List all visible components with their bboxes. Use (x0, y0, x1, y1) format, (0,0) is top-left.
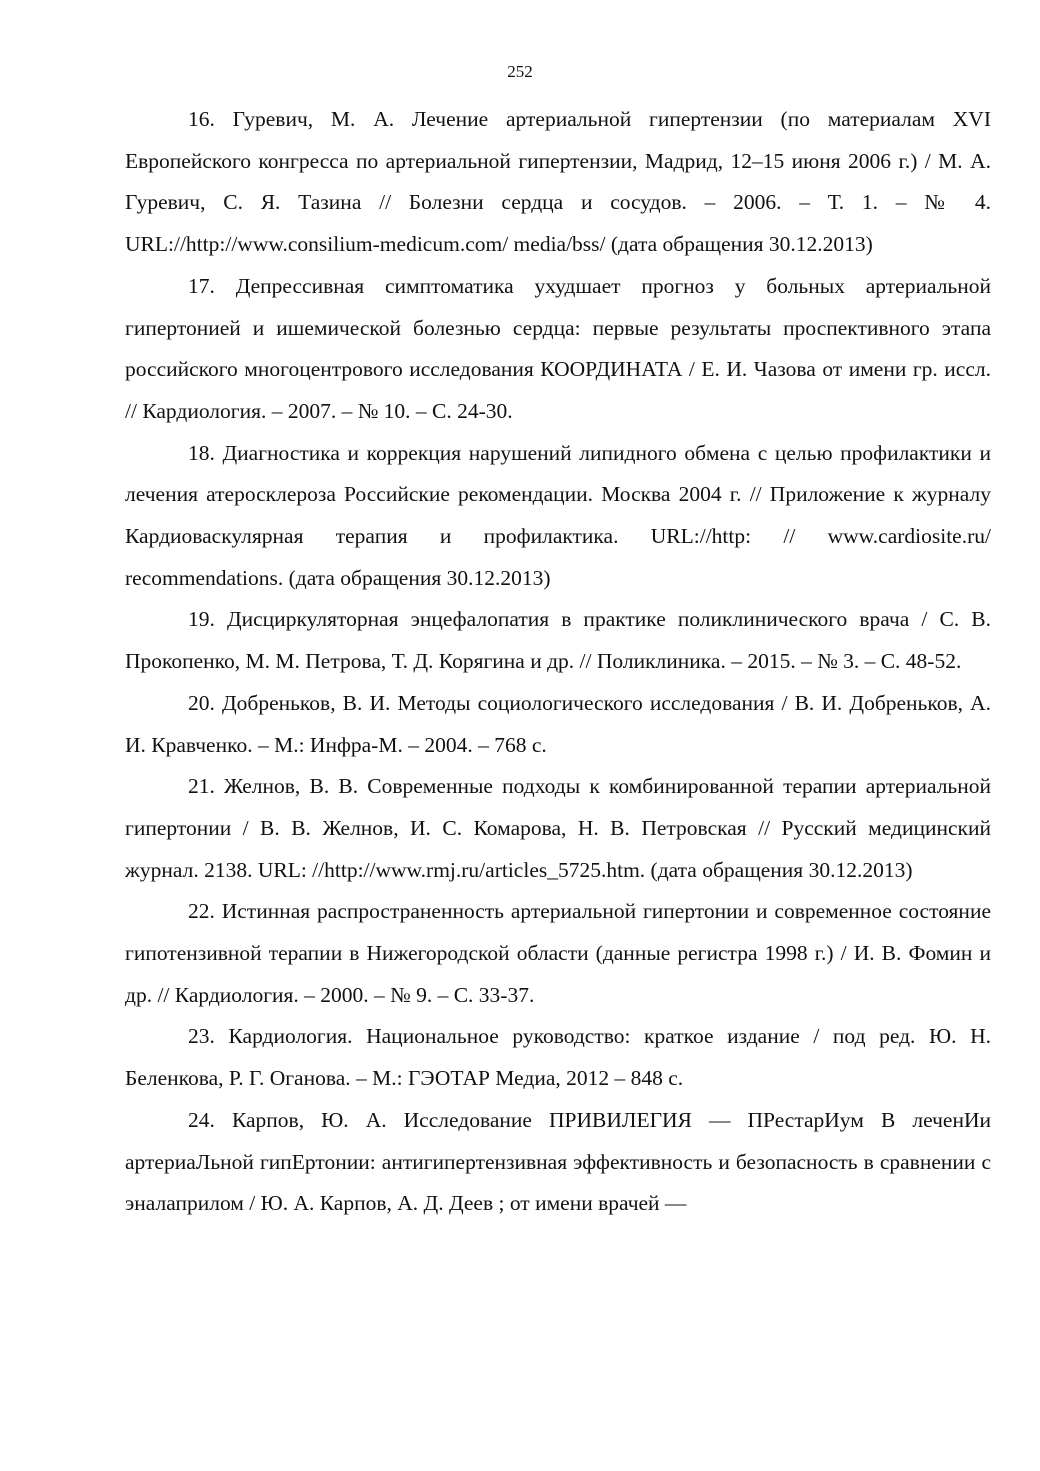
reference-item-23: 23. Кардиология. Национальное руководство: краткое издание / под ред. Ю. Н. Беленкова, Р. Г. Оганова. – М.: ГЭОТАР Медиа, 2012 – 848 с. (125, 1024, 991, 1091)
reference-item-16: 16. Гуревич, М. А. Лечение артериальной гипертензии (по материалам XVI Европейского конгресса по артериальной гипертензии, Мадрид, 12–15 июня 2006 г.) / М. А. Гуревич, С. Я. Тазина // Болезни сердца и сосудов. – 2006. – Т. 1. – № 4. URL://http://www.consilium-medicum.com/ media/bss/ (дата обращения 30.12.2013) (125, 107, 991, 257)
reference-item-22: 22. Истинная распространенность артериальной гипертонии и современное состояние гипотензивной терапии в Нижегородской области (данные регистра 1998 г.) / И. В. Фомин и др. // Кардиология. – 2000. – № 9. – С. 33-37. (125, 899, 991, 1007)
reference-item-17: 17. Депрессивная симптоматика ухудшает прогноз у больных артериальной гипертонией и ишемической болезнью сердца: первые результаты проспективного этапа российского многоцентрового исследования КООРДИНАТА / Е. И. Чазова от имени гр. иссл. // Кардиология. – 2007. – № 10. – С. 24-30. (125, 273, 991, 423)
reference-item-24: 24. Карпов, Ю. А. Исследование ПРИВИЛЕГИЯ — ПРестарИум В леченИи артериаЛьной гипЕртонии: антигипертензивная эффективность и безопасность в сравнении с эналаприлом / Ю. А. Карпов, А. Д. Деев ; от имени врачей — (125, 1107, 991, 1216)
reference-item-21: 21. Желнов, В. В. Современные подходы к комбинированной терапии артериальной гипертонии / В. В. Желнов, И. С. Комарова, Н. В. Петровская // Русский медицинский журнал. 2138. URL: //http://www.rmj.ru/articles_5725.htm. (дата обращения 30.12.2013) (125, 774, 991, 882)
reference-item-18: 18. Диагностика и коррекция нарушений липидного обмена с целью профилактики и лечения атеросклероза Российские рекомендации. Москва 2004 г. // Приложение к журналу Кардиоваскулярная терапия и профилактика. URL://http: // www.cardiosite.ru/ recommendations. (дата обращения 30.12.2013) (125, 440, 991, 590)
page-number: 252 (507, 62, 533, 81)
reference-list (125, 99, 991, 1225)
reference-item-19: 19. Дисциркуляторная энцефалопатия в практике поликлинического врача / С. В. Прокопенко, М. М. Петрова, Т. Д. Корягина и др. // Поликлиника. – 2015. – № 3. – С. 48-52. (125, 607, 991, 674)
reference-item-20: 20. Добреньков, В. И. Методы социологического исследования / В. И. Добреньков, А. И. Кравченко. – М.: Инфра-М. – 2004. – 768 с. (125, 690, 991, 757)
